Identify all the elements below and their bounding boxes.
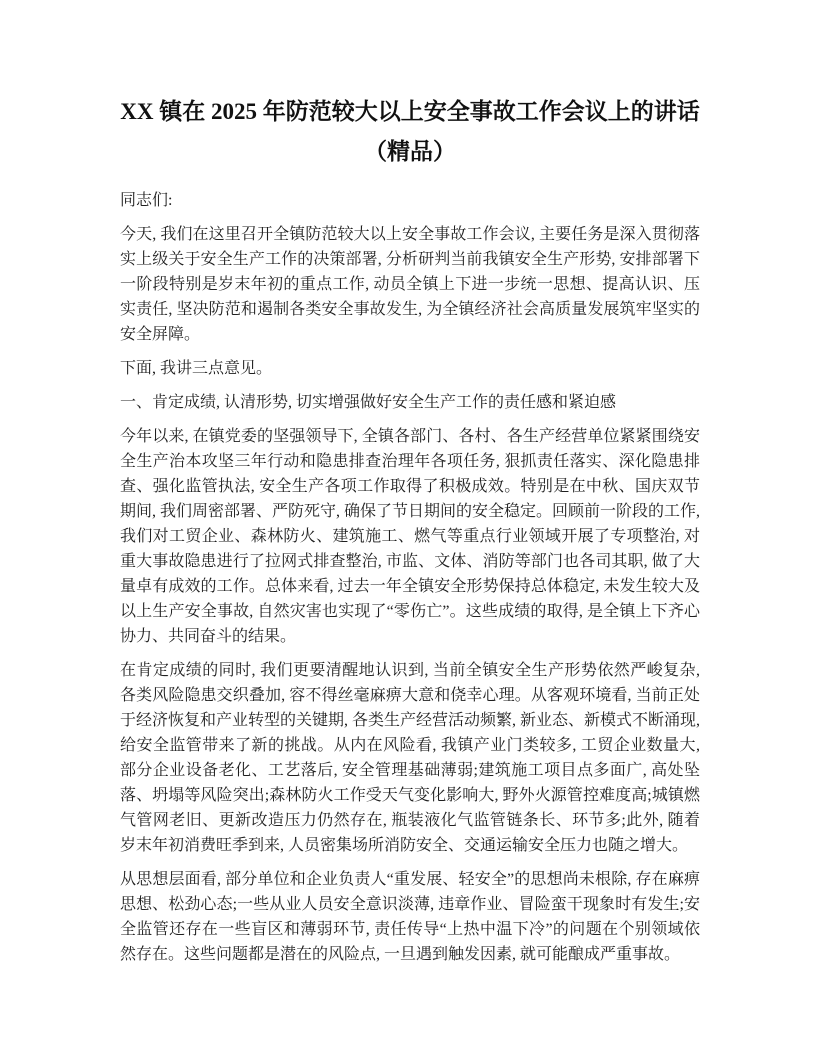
salutation: 同志们: [120,192,173,209]
document-title: XX 镇在 2025 年防范较大以上安全事故工作会议上的讲话（精品） [120,99,700,164]
opening-paragraph: 今天, 我们在这里召开全镇防范较大以上安全事故工作会议, 主要任务是深入贯彻落实上级关于安全生产工作的决策部署, 分析研判当前我镇安全生产形势, 安排部署下一阶段特别是岁末年初的重点工作, 动员全镇上下进一步统一思想、提高认识、压实责任, 坚决防范和遏制各类安全事故发生, 为全镇经济社会高质量发展筑牢坚实的安全屏障。 [120,226,700,343]
body-paragraph-risk-situation: 在肯定成绩的同时, 我们更要清醒地认识到, 当前全镇安全生产形势依然严峻复杂, 各类风险隐患交织叠加, 容不得丝毫麻痹大意和侥幸心理。从客观环境看, 当前正处于经济恢复和产业转型的关键期, 各类生产经营活动频繁, 新业态、新模式不断涌现, 给安全监管带来了新的挑战。从内在风险看, 我镇产业门类较多, 工贸企业数量大, 部分企业设备老化、工艺落后, 安全管理基础薄弱;建筑施工项目点多面广, 高处坠落、坍塌等风险突出;森林防火工作受天气变化影响大, 野外火源管控难度高;城镇燃气管网老旧、更新改造压力仍然存在, 瓶装液化气监管链条长、环节多;此外, 随着岁末年初消费旺季到来, 人员密集场所消防安全、交通运输安全压力也随之增大。 [120,662,701,854]
body-paragraph-mindset-problems: 从思想层面看, 部分单位和企业负责人“重发展、轻安全”的思想尚未根除, 存在麻痹思想、松劲心态;一些从业人员安全意识淡薄, 违章作业、冒险蛮干现象时有发生;安全监管还存在一些盲区和薄弱环节, 责任传导“上热中温下冷”的问题在个别领域依然存在。这些问题都是潜在的风险点, 一旦遇到触发因素, 就可能酿成严重事故。 [120,871,700,963]
body-paragraph-achievements: 今年以来, 在镇党委的坚强领导下, 全镇各部门、各村、各生产经营单位紧紧围绕安全生产治本攻坚三年行动和隐患排查治理年各项任务, 狠抓责任落实、深化隐患排查、强化监管执法, 安全生产各项工作取得了积极成效。特别是在中秋、国庆双节期间, 我们周密部署、严防死守, 确保了节日期间的安全稳定。回顾前一阶段的工作, 我们对工贸企业、森林防火、建筑施工、燃气等重点行业领域开展了专项整治, 对重大事故隐患进行了拉网式排查整治, 市监、文体、消防等部门也各司其职, 做了大量卓有成效的工作。总体来看, 过去一年全镇安全形势保持总体稳定, 未发生较大及以上生产安全事故, 自然灾害也实现了“零伤亡”。这些成绩的取得, 是全镇上下齐心协力、共同奋斗的结果。 [120,428,701,645]
section-1-heading: 一、肯定成绩, 认清形势, 切实增强做好安全生产工作的责任感和紧迫感 [120,394,617,411]
transition-line: 下面, 我讲三点意见。 [120,360,273,377]
